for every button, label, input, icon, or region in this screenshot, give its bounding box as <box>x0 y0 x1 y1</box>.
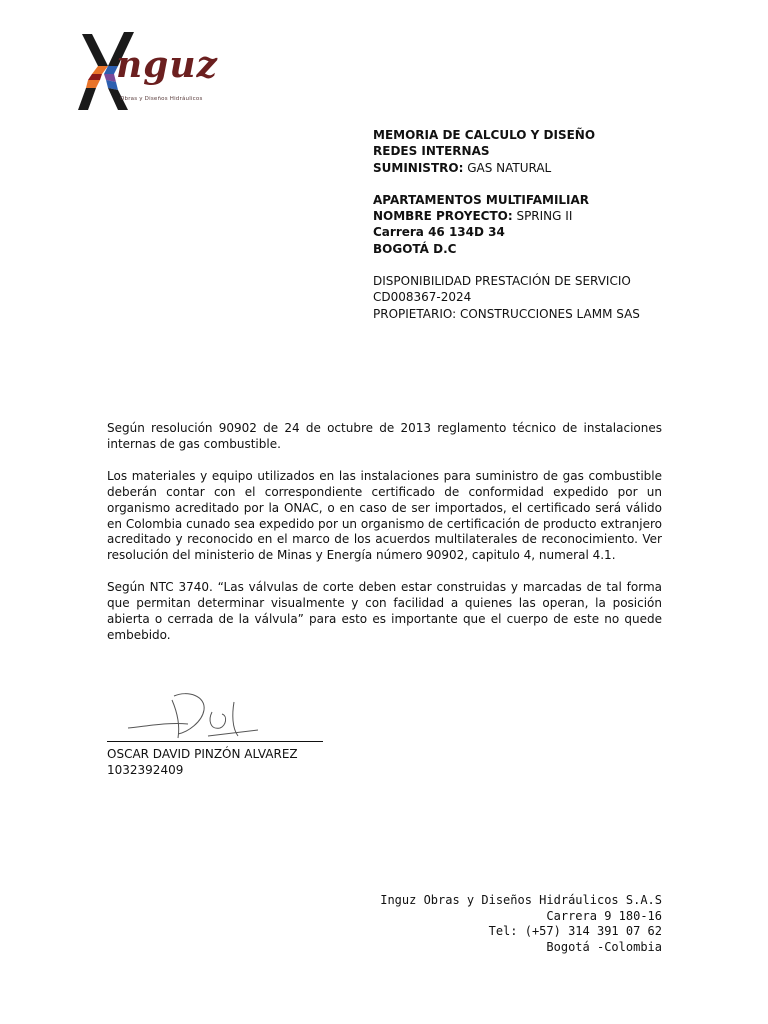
logo-wordmark: nguz <box>116 44 218 86</box>
footer-phone: Tel: (+57) 314 391 07 62 <box>488 924 662 938</box>
footer-city: Bogotá -Colombia <box>546 939 662 954</box>
signer-id: 1032392409 <box>107 763 184 777</box>
company-footer <box>380 893 662 955</box>
company-logo <box>78 30 228 118</box>
footer-address: Carrera 9 180-16 <box>546 908 662 923</box>
signature-line <box>107 741 323 742</box>
paragraph-materials: Los materiales y equipo utilizados en las instalaciones para suministro de gas combustible deberán contar con el correspondiente certificado de conformidad expedido por un organismo acreditado por la ONAC, o en caso de ser importados, el certificado será válido en Colombia cunado sea expedido por un organismo de certificación de producto extranjero acreditado y reconocido en el marco de los acuerdos multilaterales de reconocimiento. Ver resolución del ministerio de Minas y Energía número 90902, capitulo 4, numeral 4.1. <box>107 468 662 563</box>
availability-code: CD008367-2024 <box>373 290 472 305</box>
availability-line: DISPONIBILIDAD PRESTACIÓN DE SERVICIO <box>373 274 631 289</box>
supply-label: SUMINISTRO: <box>373 160 464 175</box>
paragraph-resolution: Según resolución 90902 de 24 de octubre de 2013 reglamento técnico de instalaciones internas de gas combustible. <box>107 421 662 451</box>
signature-icon <box>108 686 328 746</box>
signer-name: OSCAR DAVID PINZÓN ALVAREZ <box>107 747 298 761</box>
title-line-2: REDES INTERNAS <box>373 144 490 159</box>
project-label: NOMBRE PROYECTO: <box>373 209 513 224</box>
owner-line: PROPIETARIO: CONSTRUCCIONES LAMM SAS <box>373 306 640 321</box>
handwritten-signature <box>108 686 328 746</box>
signer-block <box>107 746 298 778</box>
project-value: SPRING II <box>512 209 573 224</box>
document-body <box>107 421 662 660</box>
title-line-1: MEMORIA DE CALCULO Y DISEÑO <box>373 128 596 142</box>
project-city: BOGOTÁ D.C <box>373 241 457 256</box>
paragraph-ntc: Según NTC 3740. “Las válvulas de corte deben estar construidas y marcadas de tal forma que permitan determinar visualmente y con facilidad a quienes las operan, la posición abierta o cerrada de la válvula” para esto es importante que el cuerpo de este no quede embebido. <box>107 580 662 642</box>
logo-tagline: Obras y Diseños Hidráulicos <box>120 96 203 102</box>
footer-company: Inguz Obras y Diseños Hidráulicos S.A.S <box>380 893 662 907</box>
project-address: Carrera 46 134D 34 <box>373 225 505 240</box>
building-type: APARTAMENTOS MULTIFAMILIAR <box>373 192 590 207</box>
supply-value: GAS NATURAL <box>463 160 552 175</box>
document-header <box>373 127 733 322</box>
